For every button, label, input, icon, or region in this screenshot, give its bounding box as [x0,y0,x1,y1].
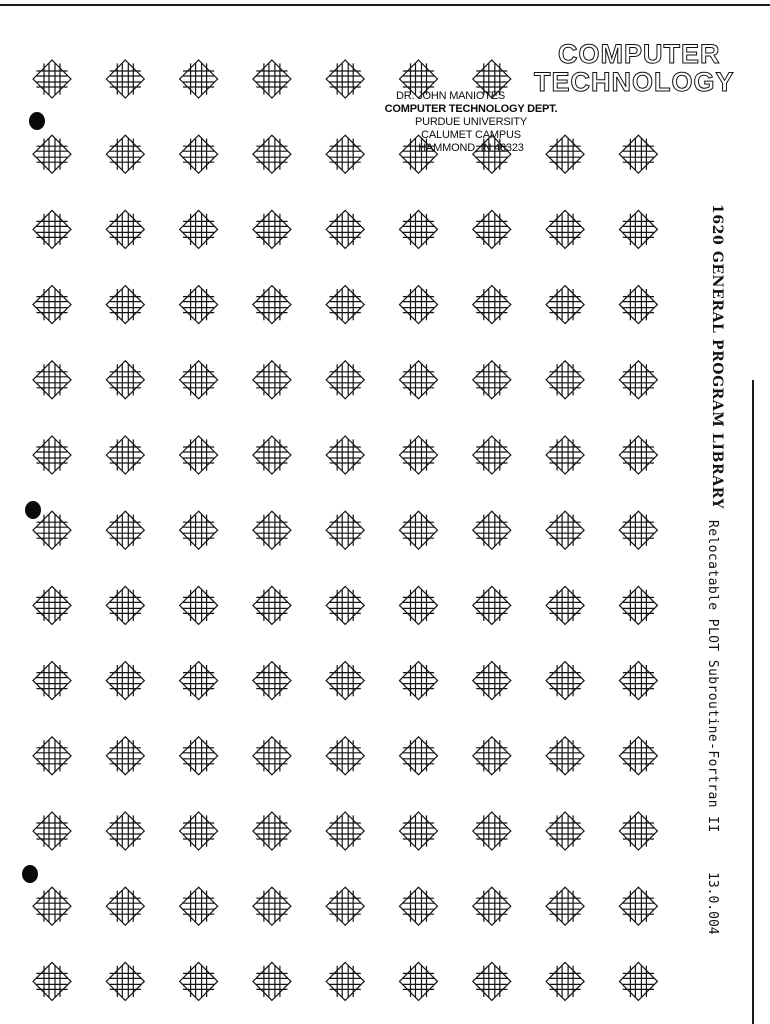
lattice-arrow-icon [253,511,291,549]
lattice-arrow-icon [473,586,511,624]
lattice-arrow-icon [253,436,291,474]
lattice-arrow-icon [326,737,364,775]
lattice-arrow-icon [106,662,144,700]
lattice-arrow-icon [326,210,364,248]
lattice-arrow-icon [253,361,291,399]
lattice-arrow-icon [180,887,218,925]
lattice-arrow-icon [106,812,144,850]
stamp-line-university: PURDUE UNIVERSITY [414,116,528,128]
lattice-arrow-icon [33,60,71,98]
lattice-arrow-icon [473,436,511,474]
lattice-arrow-icon [326,361,364,399]
lattice-arrow-icon [106,135,144,173]
lattice-arrow-icon [106,737,144,775]
lattice-arrow-icon [106,586,144,624]
lattice-arrow-icon [33,586,71,624]
lattice-arrow-icon [326,511,364,549]
lattice-arrow-icon [253,135,291,173]
lattice-arrow-icon [253,210,291,248]
lattice-arrow-icon [33,135,71,173]
lattice-arrow-icon [326,662,364,700]
lattice-arrow-icon [400,887,438,925]
logo-line-2: TECHNOLOGY [534,67,735,97]
lattice-arrow-icon [473,812,511,850]
punch-hole-top [29,112,45,130]
lattice-arrow-icon [546,361,584,399]
lattice-arrow-icon [106,962,144,1000]
lattice-arrow-icon [400,962,438,1000]
lattice-arrow-icon [546,812,584,850]
document-title: Relocatable PLOT Subroutine-Fortran II [705,520,720,833]
stamp-line-city: HAMMOND, IN 46323 [418,142,524,154]
lattice-arrow-icon [619,210,657,248]
series-title: 1620 GENERAL PROGRAM LIBRARY [709,204,725,510]
lattice-arrow-icon [546,962,584,1000]
lattice-arrow-icon [473,286,511,324]
lattice-arrow-icon [473,662,511,700]
lattice-arrow-icon [106,436,144,474]
lattice-arrow-icon [619,511,657,549]
lattice-arrow-icon [180,586,218,624]
lattice-arrow-icon [33,887,71,925]
lattice-arrow-icon [33,962,71,1000]
lattice-arrow-icon [619,135,657,173]
lattice-arrow-icon [326,887,364,925]
lattice-arrow-icon [400,210,438,248]
lattice-arrow-icon [326,812,364,850]
lattice-arrow-icon [180,511,218,549]
lattice-arrow-icon [180,812,218,850]
lattice-arrow-icon [400,511,438,549]
lattice-arrow-icon [546,210,584,248]
lattice-arrow-icon [33,210,71,248]
lattice-arrow-icon [33,662,71,700]
lattice-arrow-icon [473,511,511,549]
punch-hole-middle [25,501,41,519]
address-stamp [356,90,586,155]
lattice-arrow-icon [180,737,218,775]
lattice-arrow-icon [106,887,144,925]
lattice-arrow-icon [253,586,291,624]
computer-technology-logo [534,39,735,97]
lattice-arrow-icon [33,812,71,850]
lattice-arrow-icon [546,737,584,775]
lattice-arrow-icon [180,60,218,98]
lattice-arrow-icon [180,436,218,474]
lattice-arrow-icon [253,737,291,775]
lattice-arrow-icon [180,210,218,248]
lattice-arrow-icon [106,210,144,248]
lattice-arrow-icon [619,812,657,850]
lattice-arrow-icon [180,135,218,173]
lattice-arrow-icon [400,286,438,324]
lattice-arrow-icon [253,887,291,925]
lattice-arrow-icon [546,887,584,925]
document-number: 13.0.004 [705,872,720,935]
lattice-arrow-icon [33,286,71,324]
lattice-arrow-icon [326,286,364,324]
lattice-arrow-icon [619,586,657,624]
lattice-arrow-icon [180,662,218,700]
lattice-arrow-icon [33,361,71,399]
lattice-arrow-icon [400,812,438,850]
lattice-arrow-icon [326,586,364,624]
lattice-arrow-icon [619,436,657,474]
lattice-arrow-icon [546,662,584,700]
lattice-arrow-icon [619,286,657,324]
lattice-arrow-icon [473,737,511,775]
logo-line-1: COMPUTER [558,39,721,69]
lattice-arrow-icon [33,737,71,775]
lattice-arrow-icon [400,436,438,474]
lattice-arrow-icon [473,361,511,399]
lattice-arrow-icon [253,962,291,1000]
lattice-arrow-icon [619,887,657,925]
lattice-arrow-icon [473,210,511,248]
lattice-arrow-icon [180,361,218,399]
lattice-arrow-icon [106,511,144,549]
lattice-arrow-icon [106,286,144,324]
lattice-arrow-icon [619,737,657,775]
lattice-arrow-icon [546,511,584,549]
lattice-arrow-icon [546,586,584,624]
lattice-arrow-icon [400,586,438,624]
lattice-arrow-icon [546,436,584,474]
lattice-arrow-icon [106,60,144,98]
lattice-arrow-icon [106,361,144,399]
lattice-arrow-icon [400,662,438,700]
lattice-arrow-icon [180,286,218,324]
punch-hole-bottom [22,865,38,883]
lattice-arrow-icon [253,662,291,700]
lattice-arrow-icon [180,962,218,1000]
lattice-arrow-icon [253,286,291,324]
right-border-line [752,380,754,1024]
lattice-arrow-icon [619,662,657,700]
lattice-arrow-icon [33,511,71,549]
lattice-arrow-icon [326,436,364,474]
lattice-arrow-icon [473,887,511,925]
lattice-arrow-icon [400,737,438,775]
lattice-arrow-icon [619,361,657,399]
stamp-line-campus: CALUMET CAMPUS [421,129,521,141]
lattice-arrow-icon [400,361,438,399]
lattice-arrow-icon [619,962,657,1000]
stamp-line-name: DR. JOHN MANIOTES [396,90,506,102]
stamp-line-department: COMPUTER TECHNOLOGY DEPT. [384,103,558,115]
lattice-arrow-icon [473,962,511,1000]
lattice-arrow-icon [253,60,291,98]
lattice-arrow-icon [326,962,364,1000]
lattice-arrow-icon [253,812,291,850]
lattice-arrow-icon [546,286,584,324]
lattice-arrow-icon [33,436,71,474]
